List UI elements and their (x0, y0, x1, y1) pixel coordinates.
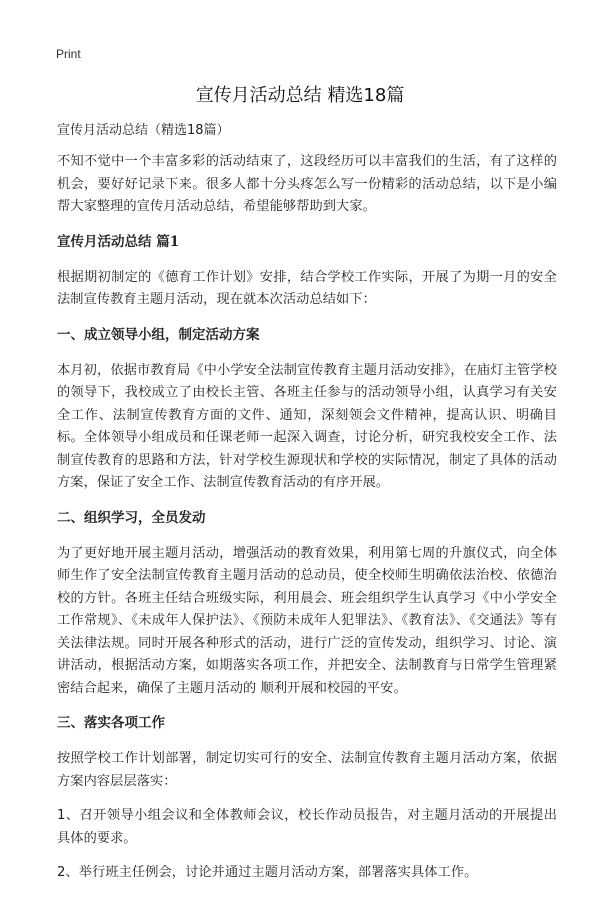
list-item-1: 1、召开领导小组会议和全体教师会议，校长作动员报告，对主题月活动的开展提出具体的要求。 (57, 808, 557, 846)
article-body (57, 121, 557, 897)
intro-paragraph: 不知不觉中一个丰富多彩的活动结束了，这段经历可以丰富我们的生活，有了这样的机会，要好好记录下来。很多人都十分头疼怎么写一份精彩的活动总结，以下是小编帮大家整理的宣传月活动总结，希望能够帮助到大家。 (57, 154, 557, 214)
list-item-2: 2、举行班主任例会，讨论并通过主题月活动方案，部署落实具体工作。 (57, 865, 478, 880)
part1-paragraph: 本月初，依据市教育局《中小学安全法制宣传教育主题月活动安排》，在庙灯主管学校的领导下，我校成立了由校长主管、各班主任参与的活动领导小组，认真学习有关安全工作、法制宣传教育方面的文件、通知，深刻领会文件精神，提高认识、明确目标。全体领导小组成员和任课老师一起深入调查，讨论分析，研究我校安全工作、法制宣传教育的思路和方法，针对学校生源现状和学校的实际情况，制定了具体的活动方案，保证了安全工作、法制宣传教育活动的有序开展。 (57, 362, 557, 490)
page-title: 宣传月活动总结 精选18篇 (195, 85, 405, 106)
part2-paragraph: 为了更好地开展主题月活动，增强活动的教育效果，利用第七周的升旗仪式，向全体师生作了安全法制宣传教育主题月活动的总动员，使全校师生明确依法治校、依德治校的方针。各班主任结合班级实际，利用晨会、班会组织学生认真学习《中小学安全工作常规》、《未成年人保护法》、《预防未成年人犯罪法》、《教育法》、《交通法》等有关法律法规。同时开展各种形式的活动，进行广泛的宣传发动，组织学习、讨论、演讲活动，根据活动方案，如期落实各项工作，并把安全、法制教育与日常学生管理紧密结合起来，确保了主题月活动的 顺利开展和校园的平安。 (57, 545, 557, 696)
section-intro-paragraph: 根据期初制定的《德育工作计划》安排，结合学校工作实际，开展了为期一月的安全法制宣传教育主题月活动，现在就本次活动总结如下： (57, 269, 557, 307)
print-link[interactable]: Print (56, 47, 81, 61)
part2-heading: 二、组织学习，全员发动 (57, 509, 206, 526)
section-heading: 宣传月活动总结 篇1 (57, 233, 180, 250)
article-subtitle: 宣传月活动总结（精选18篇） (57, 123, 230, 138)
part3-heading: 三、落实各项工作 (57, 715, 165, 731)
part1-heading: 一、成立领导小组，制定活动方案 (57, 326, 260, 343)
part3-paragraph: 按照学校工作计划部署，制定切实可行的安全、法制宣传教育主题月活动方案，依据方案内容层层落实： (57, 751, 557, 789)
